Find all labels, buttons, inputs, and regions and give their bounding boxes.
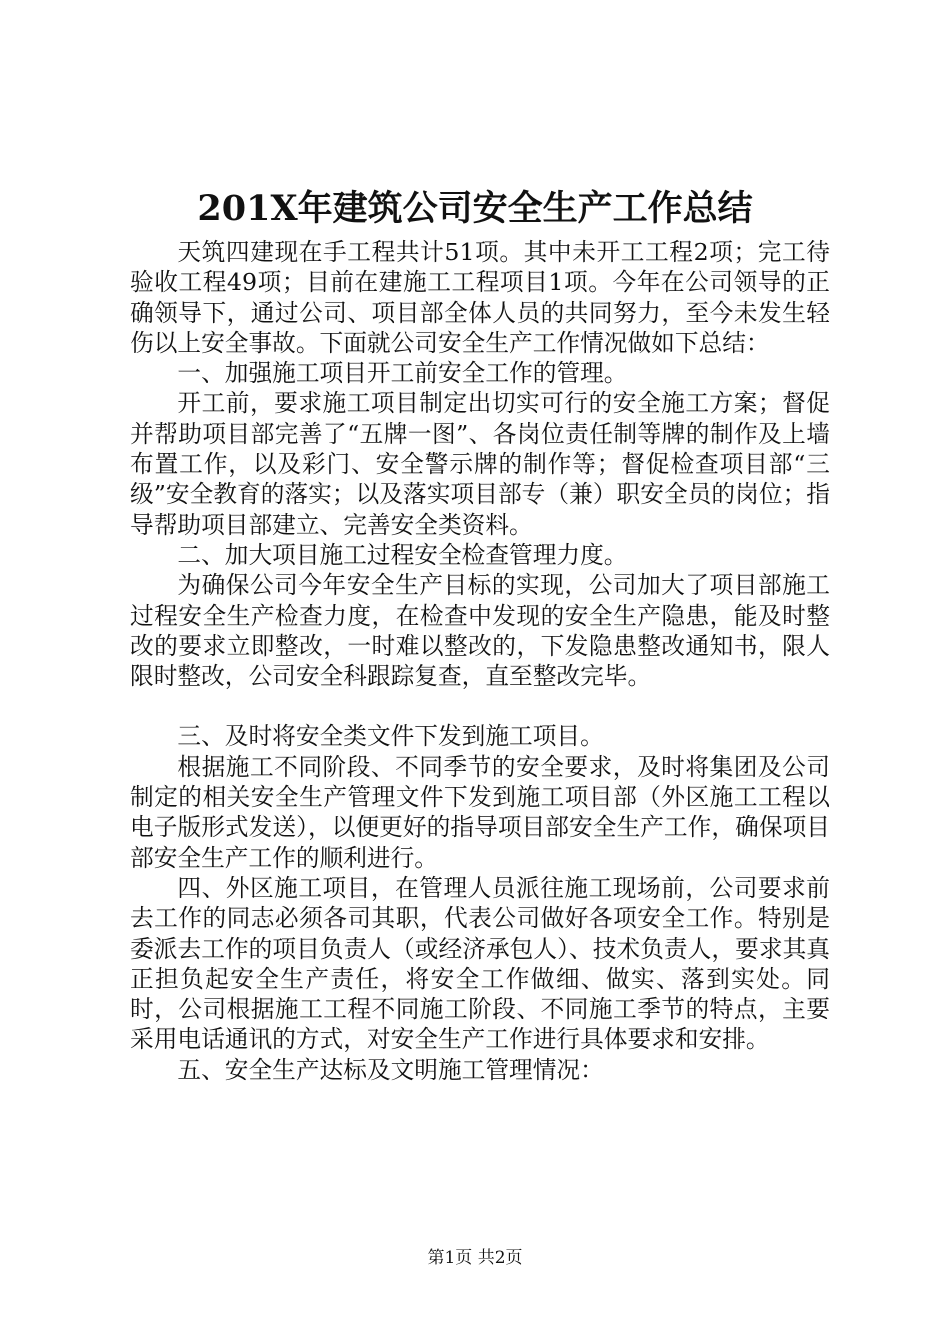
paragraph-section-3: 根据施工不同阶段、不同季节的安全要求，及时将集团及公司制定的相关安全生产管理文件下发到施工项目部（外区施工工程以电子版形式发送），以便更好的指导项目部安全生产工作，确保项目部安全生产工作的顺利进行。 xyxy=(130,752,830,872)
section-heading-2: 二、加大项目施工过程安全检查管理力度。 xyxy=(177,540,628,569)
section-heading-5: 五、安全生产达标及文明施工管理情况： xyxy=(177,1055,604,1084)
paragraph-section-1: 开工前，要求施工项目制定出切实可行的安全施工方案；督促并帮助项目部完善了“五牌一图”、各岗位责任制等牌的制作及上墙布置工作，以及彩门、安全警示牌的制作等；督促检查项目部“三级”安全教育的落实；以及落实项目部专（兼）职安全员的岗位；指导帮助项目部建立、完善安全类资料。 xyxy=(130,389,830,539)
document-body xyxy=(130,237,830,1085)
paragraph-section-4: 四、外区施工项目，在管理人员派往施工现场前，公司要求前去工作的同志必须各司其职，代表公司做好各项安全工作。特别是委派去工作的项目负责人（或经济承包人）、技术负责人，要求其真正担负起安全生产责任，将安全工作做细、做实、落到实处。同时，公司根据施工工程不同施工阶段、不同施工季节的特点，主要采用电话通讯的方式，对安全生产工作进行具体要求和安排。 xyxy=(130,873,830,1054)
document-title: 201X年建筑公司安全生产工作总结 xyxy=(197,188,753,229)
section-heading-1: 一、加强施工项目开工前安全工作的管理。 xyxy=(177,359,628,388)
page-number: 第1页 共2页 xyxy=(427,1248,523,1268)
paragraph-intro: 天筑四建现在手工程共计51项。其中未开工工程2项；完工待验收工程49项；目前在建施工工程项目1项。今年在公司领导的正确领导下，通过公司、项目部全体人员的共同努力，至今未发生轻伤以上安全事故。下面就公司安全生产工作情况做如下总结： xyxy=(130,238,830,357)
section-heading-3: 三、及时将安全类文件下发到施工项目。 xyxy=(177,722,604,751)
paragraph-section-2: 为确保公司今年安全生产目标的实现，公司加大了项目部施工过程安全生产检查力度，在检查中发现的安全生产隐患，能及时整改的要求立即整改，一时难以整改的，下发隐患整改通知书，限人限时整改，公司安全科跟踪复查，直至整改完毕。 xyxy=(130,571,830,691)
